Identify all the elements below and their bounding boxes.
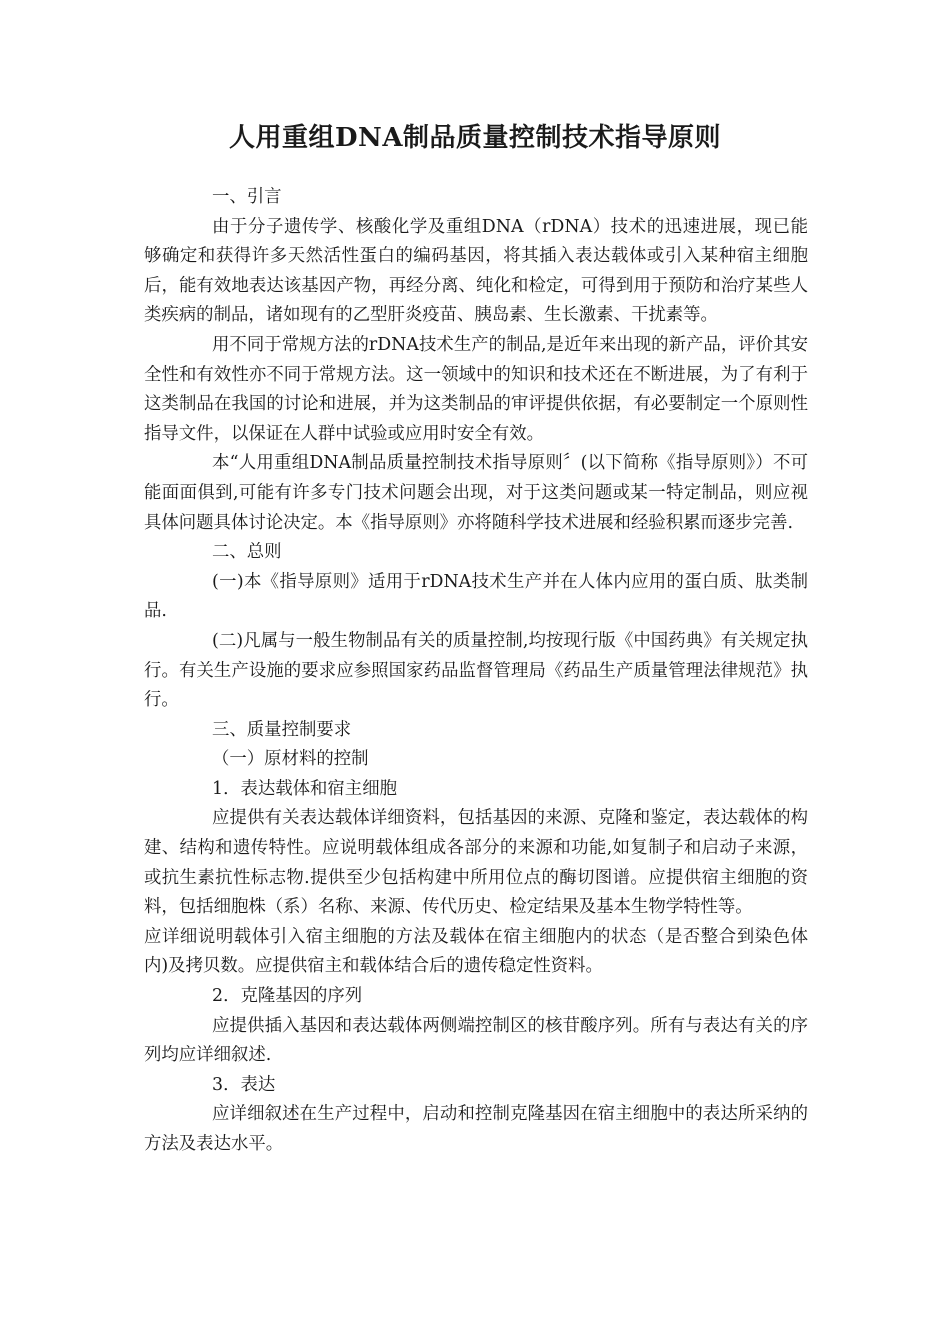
section-heading: 二、总则: [212, 542, 282, 563]
body-paragraph: 由于分子遗传学、核酸化学及重组DNA（rDNA）技术的迅速进展，现已能够确定和获得许多天然活性蛋白的编码基因，将其插入表达载体或引入某种宿主细胞后，能有效地表达该基因产物，再经分离、纯化和检定，可得到用于预防和治疗某些人类疾病的制品，诸如现有的乙型肝炎疫苗、胰岛素、生长激素、干扰素等。: [144, 216, 808, 326]
body-paragraph: 应提供有关表达载体详细资料，包括基因的来源、克隆和鉴定，表达载体的构建、结构和遗传特性。应说明载体组成各部分的来源和功能,如复制子和启动子来源，或抗生素抗性标志物.提供至少包括构建中所用位点的酶切图谱。应提供宿主细胞的资料，包括细胞株（系）名称、来源、传代历史、检定结果及基本生物学特性等。: [144, 808, 808, 918]
body-paragraph: 应详细说明载体引入宿主细胞的方法及载体在宿主细胞内的状态（是否整合到染色体内)及拷贝数。应提供宿主和载体结合后的遗传稳定性资料。: [144, 926, 808, 977]
section-heading: 一、引言: [212, 187, 282, 207]
body-paragraph: 应提供插入基因和表达载体两侧端控制区的核苷酸序列。所有与表达有关的序列均应详细叙述.: [144, 1015, 808, 1066]
document-title: 人用重组DNA制品质量控制技术指导原则: [229, 123, 721, 153]
body-paragraph: 本“人用重组DNA制品质量控制技术指导原则〞(以下简称《指导原则》）不可能面面俱到,可能有许多专门技术问题会出现，对于这类问题或某一特定制品，则应视具体问题具体讨论决定。本《指导原则》亦将随科学技术进展和经验积累而逐步完善.: [144, 453, 808, 533]
section-heading: 三、质量控制要求: [212, 719, 352, 740]
section-heading: 3．表达: [212, 1074, 276, 1095]
section-heading: 1．表达载体和宿主细胞: [212, 778, 397, 799]
body-paragraph: 用不同于常规方法的rDNA技术生产的制品,是近年来出现的新产品，评价其安全性和有效性亦不同于常规方法。这一领域中的知识和技术还在不断进展，为了有利于这类制品在我国的讨论和进展，并为这类制品的审评提供依据，有必要制定一个原则性指导文件，以保证在人群中试验或应用时安全有效。: [144, 334, 808, 444]
body-paragraph: 应详细叙述在生产过程中，启动和控制克隆基因在宿主细胞中的表达所采纳的方法及表达水平。: [144, 1104, 808, 1154]
document-body: [144, 183, 808, 1160]
body-paragraph: (一)本《指导原则》适用于rDNA技术生产并在人体内应用的蛋白质、肽类制品.: [144, 571, 808, 622]
section-heading: （一）原材料的控制: [212, 749, 369, 770]
body-paragraph: (二)凡属与一般生物制品有关的质量控制,均按现行版《中国药典》有关规定执行。有关生产设施的要求应参照国家药品监督管理局《药品生产质量管理法律规范》执行。: [144, 630, 808, 711]
section-heading: 2．克隆基因的序列: [212, 986, 363, 1007]
